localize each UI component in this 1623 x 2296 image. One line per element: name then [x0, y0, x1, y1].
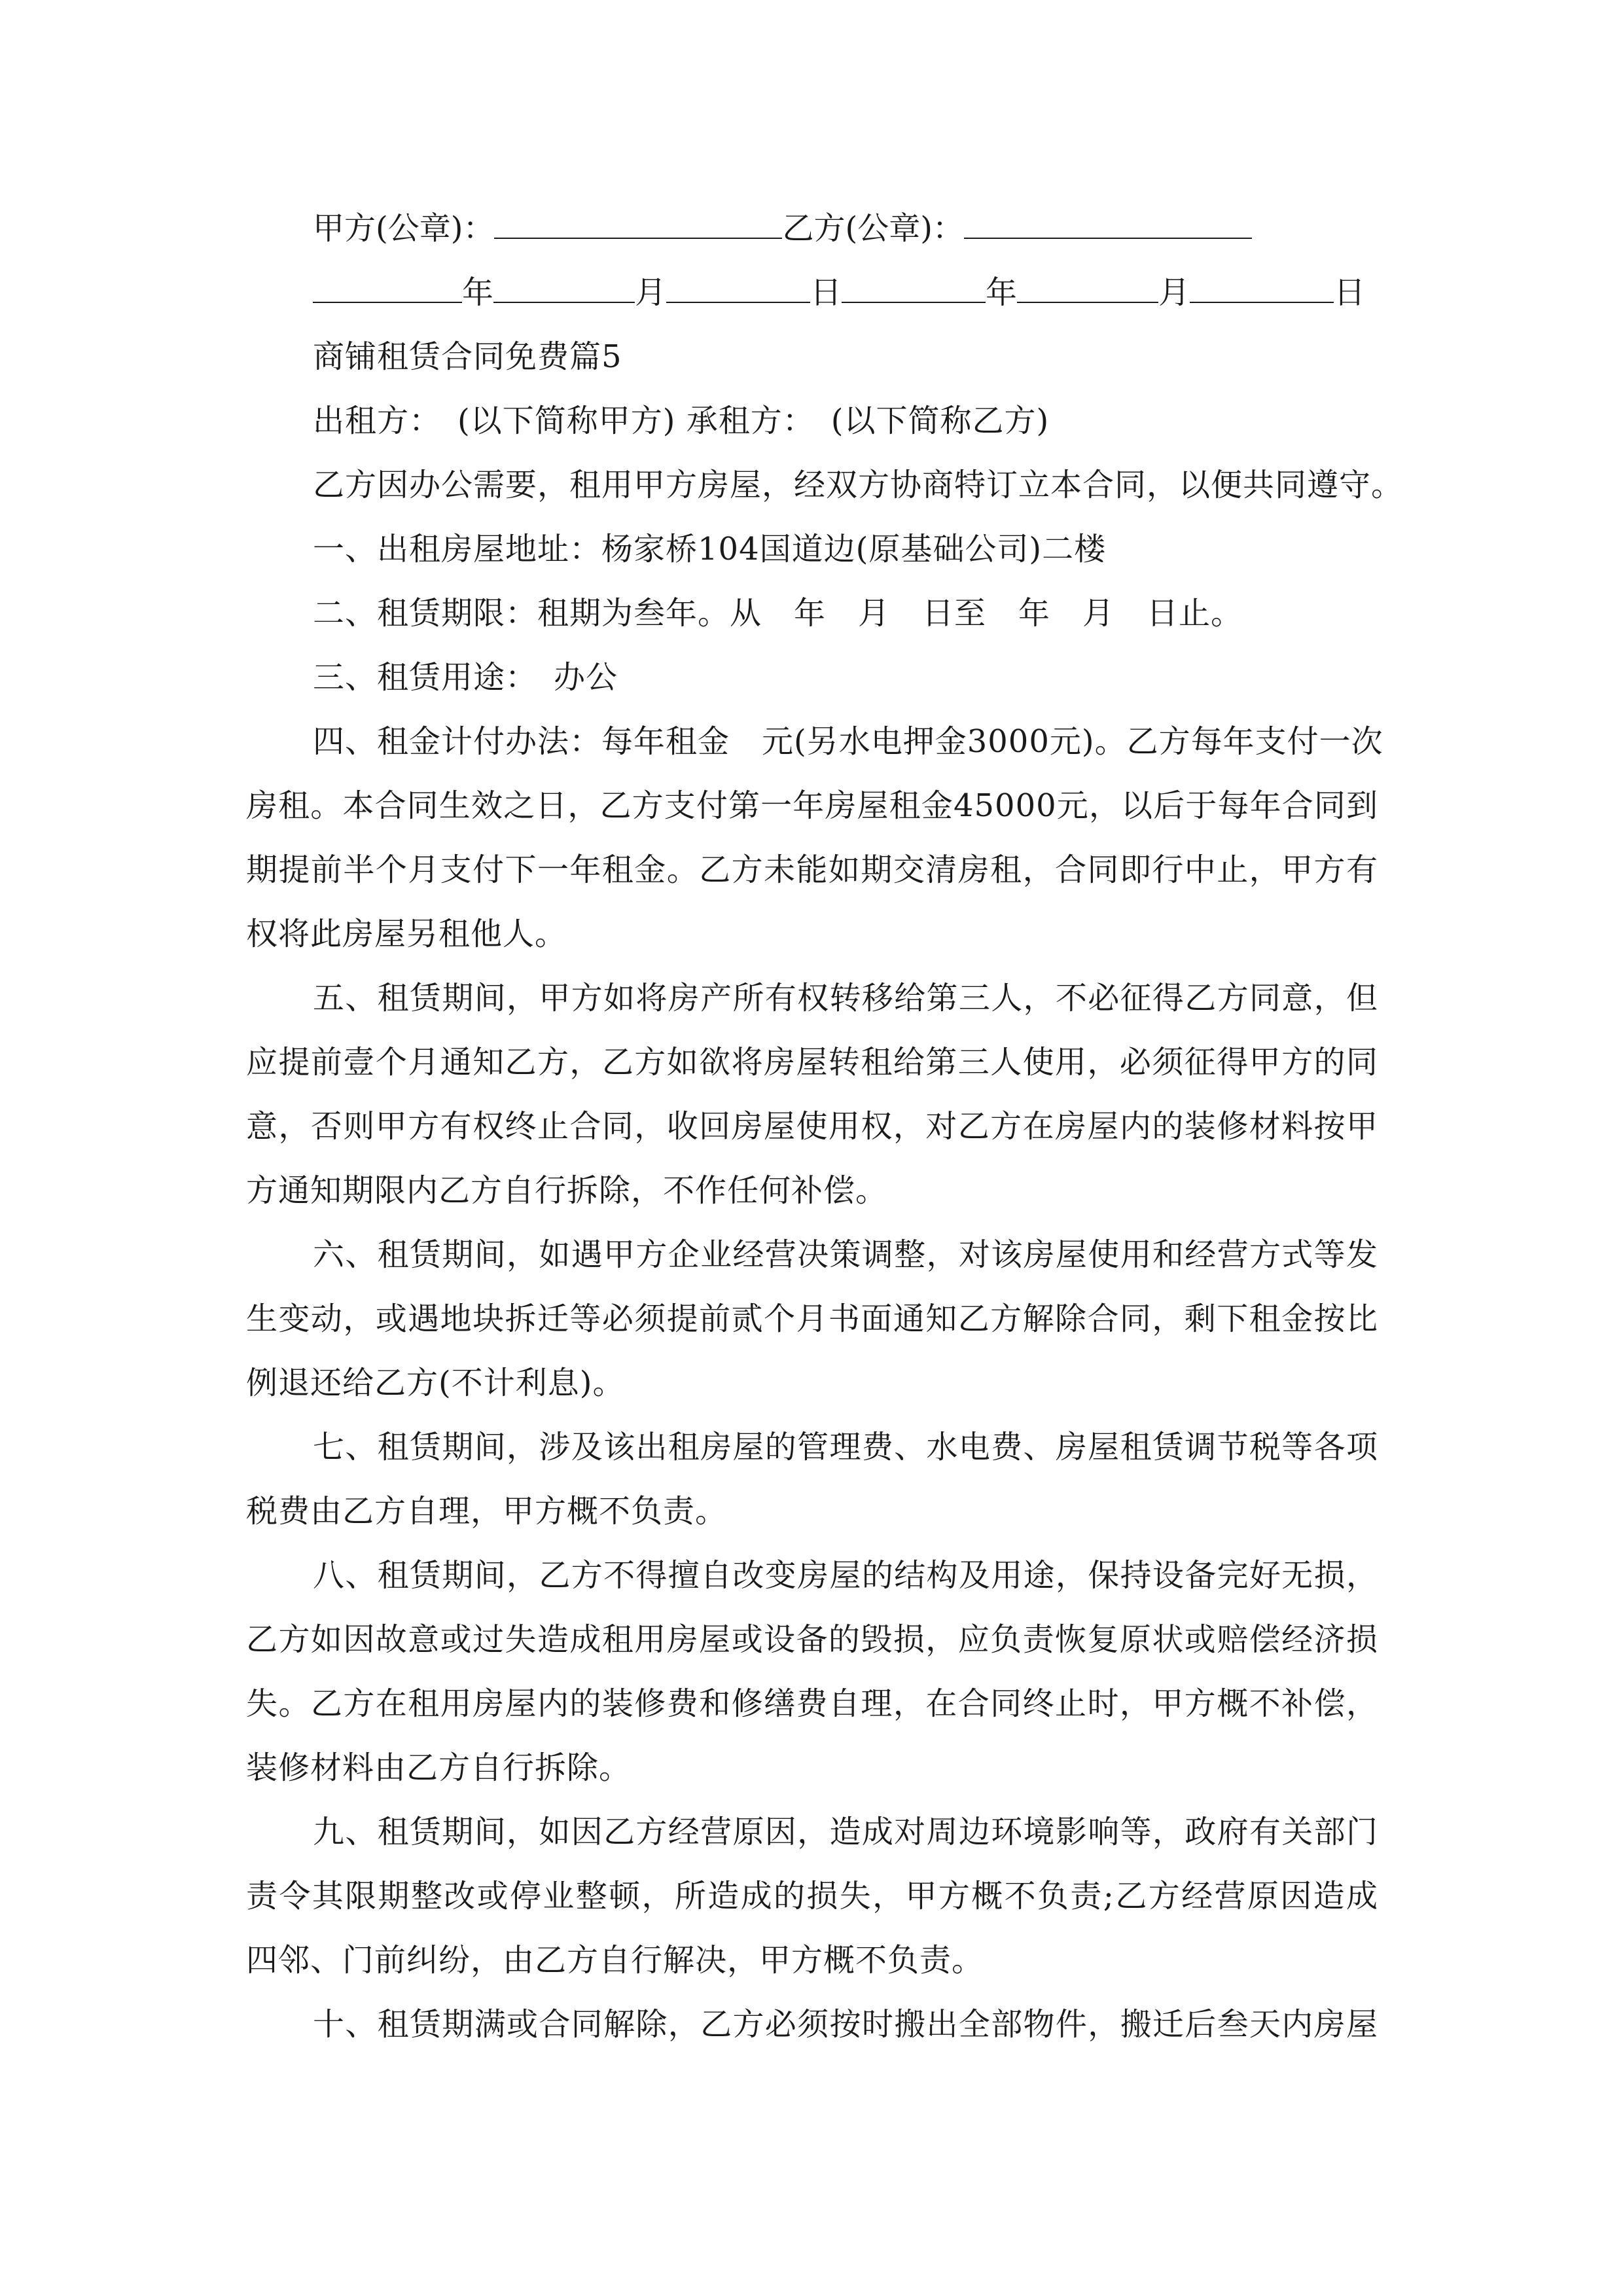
clause-6-line-1: 六、租赁期间，如遇甲方企业经营决策调整，对该房屋使用和经营方式等发 [313, 1236, 1378, 1273]
parties-line: 出租方： (以下简称甲方) 承租方： (以下简称乙方) [313, 403, 1050, 439]
clause-7-line-2: 税费由乙方自理，甲方概不负责。 [246, 1493, 728, 1530]
clause-4-line-4: 权将此房屋另租他人。 [246, 916, 567, 952]
day-label-a: 日 [810, 274, 842, 311]
clause-5-line-1: 五、租赁期间，甲方如将房产所有权转移给第三人，不必征得乙方同意，但 [313, 980, 1378, 1016]
month-blank-a [493, 262, 635, 303]
signature-row [313, 196, 1252, 260]
clause-5-line-3: 意，否则甲方有权终止合同，收回房屋使用权，对乙方在房屋内的装修材料按甲 [246, 1108, 1378, 1145]
clause-5-line-4: 方通知期限内乙方自行拆除，不作任何补偿。 [246, 1172, 888, 1209]
clause-4-line-3: 期提前半个月支付下一年租金。乙方未能如期交清房租，合同即行中止，甲方有 [246, 852, 1378, 888]
clause-10-line-1: 十、租赁期满或合同解除，乙方必须按时搬出全部物件，搬迁后叁天内房屋 [313, 2006, 1378, 2043]
clause-1-address: 一、出租房屋地址：杨家桥104国道边(原基础公司)二楼 [313, 531, 1107, 567]
month-label-a: 月 [635, 274, 667, 311]
party-a-seal-label: 甲方(公章)： [313, 210, 495, 247]
contract-title: 商铺租赁合同免费篇5 [313, 338, 622, 375]
year-label-b: 年 [986, 274, 1018, 311]
clause-8-line-1: 八、租赁期间，乙方不得擅自改变房屋的结构及用途，保持设备完好无损， [313, 1557, 1378, 1594]
party-a-seal-blank [494, 198, 782, 239]
clause-8-line-4: 装修材料由乙方自行拆除。 [246, 1749, 632, 1786]
year-label-a: 年 [462, 274, 494, 311]
clause-6-line-3: 例退还给乙方(不计利息)。 [246, 1365, 625, 1401]
party-b-seal-blank [964, 198, 1252, 239]
day-blank-a [666, 262, 810, 303]
clause-5-line-2: 应提前壹个月通知乙方，乙方如欲将房屋转租给第三人使用，必须征得甲方的同 [246, 1044, 1378, 1081]
clause-8-line-3: 失。乙方在租用房屋内的装修费和修缮费自理，在合同终止时，甲方概不补偿， [246, 1685, 1378, 1722]
day-blank-b [1190, 262, 1334, 303]
clause-2-term: 二、租赁期限：租期为叁年。从 年 月 日至 年 月 日止。 [313, 595, 1243, 632]
clause-4-line-1: 四、租金计付办法：每年租金 元(另水电押金3000元)。乙方每年支付一次 [313, 723, 1383, 760]
party-b-seal-label: 乙方(公章)： [782, 210, 964, 247]
year-blank-b [842, 262, 986, 303]
year-blank-a [313, 262, 462, 303]
intro-line: 乙方因办公需要，租用甲方房屋，经双方协商特订立本合同，以便共同遵守。 [313, 467, 1404, 503]
clause-8-line-2: 乙方如因故意或过失造成租用房屋或设备的毁损，应负责恢复原状或赔偿经济损 [246, 1621, 1378, 1658]
clause-6-line-2: 生变动，或遇地块拆迁等必须提前贰个月书面通知乙方解除合同，剩下租金按比 [246, 1300, 1378, 1337]
date-row [313, 260, 1365, 325]
clause-9-line-3: 四邻、门前纠纷，由乙方自行解决，甲方概不负责。 [246, 1942, 984, 1979]
clause-9-line-2: 责令其限期整改或停业整顿，所造成的损失，甲方概不负责;乙方经营原因造成 [246, 1878, 1378, 1914]
month-label-b: 月 [1158, 274, 1190, 311]
clause-4-line-2: 房租。本合同生效之日，乙方支付第一年房屋租金45000元，以后于每年合同到 [246, 787, 1378, 824]
clause-7-line-1: 七、租赁期间，涉及该出租房屋的管理费、水电费、房屋租赁调节税等各项 [313, 1429, 1378, 1465]
clause-9-line-1: 九、租赁期间，如因乙方经营原因，造成对周边环境影响等，政府有关部门 [313, 1814, 1378, 1850]
clause-3-usage: 三、租赁用途： 办公 [313, 659, 618, 696]
day-label-b: 日 [1334, 274, 1366, 311]
month-blank-b [1017, 262, 1158, 303]
